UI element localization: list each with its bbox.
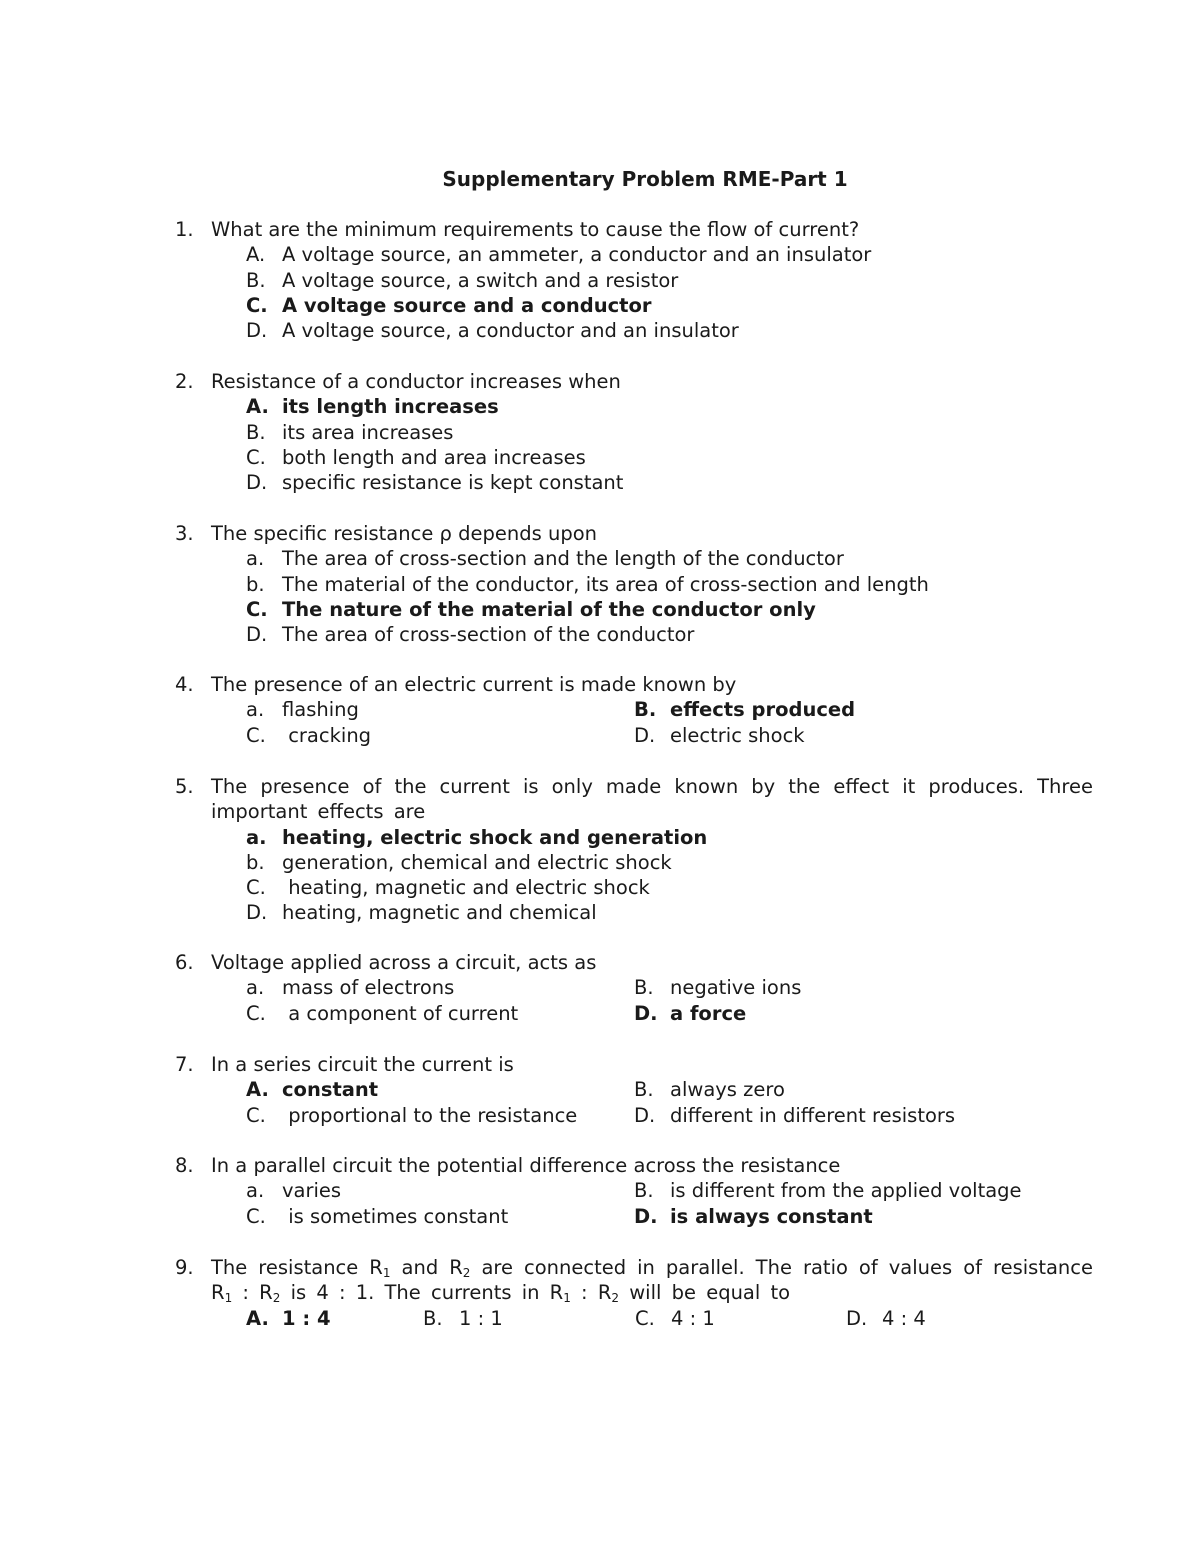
- option-b: [246, 420, 1093, 445]
- question-text: The presence of an electric current is made known by: [211, 673, 737, 696]
- option-text: 1 : 1: [459, 1306, 503, 1330]
- option-text: effects produced: [670, 698, 856, 722]
- question-number: 6.: [175, 951, 194, 974]
- text-segment: : R: [232, 1281, 273, 1305]
- option-letter: D.: [246, 471, 268, 495]
- subscript: 1: [224, 1291, 233, 1306]
- option-a-correct: [246, 825, 1093, 850]
- question-4: [175, 672, 1093, 748]
- question-2: [175, 369, 1093, 495]
- option-letter: C.: [246, 293, 268, 317]
- option-text: both length and area increases: [282, 445, 586, 469]
- option-text: specific resistance is kept constant: [282, 471, 624, 495]
- text-segment: will be equal to: [619, 1281, 791, 1305]
- option-letter: B.: [634, 976, 654, 1000]
- question-text: In a series circuit the current is: [211, 1053, 514, 1076]
- option-text: 1 : 4: [282, 1306, 331, 1330]
- option-b: [246, 572, 1093, 597]
- option-d: [846, 1306, 996, 1331]
- option-c: [246, 1103, 634, 1128]
- question-number: 5.: [175, 775, 194, 798]
- option-a: [246, 242, 1093, 267]
- question-number: 9.: [175, 1256, 194, 1279]
- option-text: flashing: [282, 698, 359, 722]
- option-c: [246, 445, 1093, 470]
- option-letter: B.: [634, 1078, 654, 1102]
- option-letter: D.: [246, 319, 268, 343]
- option-b: [634, 1077, 994, 1102]
- question-5: [175, 774, 1093, 926]
- option-letter: A.: [246, 1078, 269, 1102]
- option-text: is sometimes constant: [282, 1204, 509, 1228]
- question-text: In a parallel circuit the potential difference across the resistance: [211, 1154, 841, 1177]
- option-letter: a.: [246, 1179, 265, 1203]
- option-letter: a.: [246, 976, 265, 1000]
- option-text: A voltage source, an ammeter, a conductor and an insulator: [282, 243, 872, 267]
- option-b-correct: [634, 697, 994, 722]
- option-text: varies: [282, 1179, 342, 1203]
- question-number: 7.: [175, 1053, 194, 1076]
- option-letter: b.: [246, 572, 265, 596]
- option-text: different in different resistors: [670, 1103, 956, 1127]
- question-text: Voltage applied across a circuit, acts as: [211, 951, 597, 974]
- option-a-correct: [246, 394, 1093, 419]
- question-number: 2.: [175, 370, 194, 393]
- option-b: [634, 975, 994, 1000]
- page-title: Supplementary Problem RME-Part 1: [442, 167, 848, 191]
- option-d: [246, 470, 1093, 495]
- question-3: [175, 521, 1093, 647]
- question-7: [175, 1052, 1093, 1128]
- question-text: Resistance of a conductor increases when: [211, 370, 621, 393]
- option-letter: A.: [246, 395, 269, 419]
- text-segment: : R: [570, 1281, 612, 1305]
- option-text: its length increases: [282, 395, 499, 419]
- option-text: A voltage source and a conductor: [282, 293, 652, 317]
- subscript: 2: [462, 1266, 471, 1280]
- option-c: [246, 723, 634, 748]
- option-text: mass of electrons: [282, 976, 455, 1000]
- option-a: [246, 546, 1093, 571]
- question-number: 8.: [175, 1154, 194, 1177]
- option-text: generation, chemical and electric shock: [282, 850, 672, 874]
- option-text: The area of cross-section of the conductor: [282, 623, 695, 647]
- option-a-correct: [246, 1077, 634, 1102]
- option-letter: b.: [246, 850, 265, 874]
- option-a: [246, 1178, 634, 1203]
- option-text: electric shock: [670, 723, 805, 747]
- text-segment: The resistance R: [211, 1256, 383, 1279]
- option-d-correct: [634, 1001, 994, 1026]
- option-text: The nature of the material of the conductor only: [282, 597, 816, 621]
- option-letter: a.: [246, 698, 265, 722]
- option-d: [246, 622, 1093, 647]
- option-d: [634, 723, 994, 748]
- option-d-correct: [634, 1204, 994, 1229]
- option-text: cracking: [282, 723, 372, 747]
- option-a: [246, 975, 634, 1000]
- text-segment: and R: [390, 1256, 463, 1279]
- option-letter: D.: [634, 1001, 658, 1025]
- option-d: [634, 1103, 994, 1128]
- question-text: The specific resistance ρ depends upon: [211, 522, 597, 545]
- option-c-correct: [246, 293, 1093, 318]
- option-letter: B.: [246, 420, 266, 444]
- question-6: [175, 950, 1093, 1026]
- question-text: What are the minimum requirements to cause the flow of current?: [211, 218, 860, 241]
- option-text: The material of the conductor, its area of cross-section and length: [282, 572, 929, 596]
- option-text: proportional to the resistance: [282, 1103, 578, 1127]
- option-text: negative ions: [670, 976, 802, 1000]
- option-text: The area of cross-section and the length of the conductor: [282, 547, 844, 571]
- option-text: heating, electric shock and generation: [282, 825, 708, 849]
- option-c-correct: [246, 597, 1093, 622]
- option-letter: D.: [634, 1204, 658, 1228]
- question-number: 4.: [175, 673, 194, 696]
- question-text: [211, 1255, 1093, 1306]
- subscript: 1: [563, 1291, 571, 1306]
- option-text: 4 : 4: [882, 1306, 926, 1330]
- option-letter: C.: [635, 1306, 655, 1330]
- subscript: 1: [382, 1266, 391, 1280]
- question-number: 1.: [175, 218, 194, 241]
- option-text: 4 : 1: [671, 1306, 715, 1330]
- option-text: constant: [282, 1078, 379, 1102]
- option-letter: C.: [246, 1204, 266, 1228]
- option-text: its area increases: [282, 420, 454, 444]
- option-text: a component of current: [282, 1001, 519, 1025]
- subscript: 2: [272, 1291, 281, 1306]
- option-b: [423, 1306, 635, 1331]
- option-letter: B.: [634, 1179, 654, 1203]
- option-c: [635, 1306, 846, 1331]
- question-text: The presence of the current is only made known by the effect it produces. Three important effects are: [211, 775, 1093, 824]
- option-d: [246, 318, 1093, 343]
- option-a-correct: [246, 1306, 423, 1331]
- option-text: a force: [670, 1001, 747, 1025]
- option-text: A voltage source, a switch and a resistor: [282, 268, 679, 292]
- option-letter: a.: [246, 825, 267, 849]
- option-letter: D.: [846, 1306, 868, 1330]
- text-segment: are connected in parallel. The ratio of values of resistance R: [211, 1256, 1093, 1305]
- option-text: is different from the applied voltage: [670, 1179, 1022, 1203]
- option-text: is always constant: [670, 1204, 873, 1228]
- option-letter: C.: [246, 445, 266, 469]
- option-c: [246, 1204, 634, 1229]
- option-b: [246, 268, 1093, 293]
- option-c: [246, 1001, 634, 1026]
- option-letter: C.: [246, 876, 266, 900]
- option-letter: A.: [246, 243, 266, 267]
- option-letter: D.: [246, 623, 268, 647]
- option-text: heating, magnetic and electric shock: [282, 876, 650, 900]
- question-1: [175, 217, 1093, 343]
- option-letter: B.: [634, 698, 657, 722]
- option-letter: C.: [246, 1103, 266, 1127]
- option-text: heating, magnetic and chemical: [282, 901, 597, 925]
- text-segment: is 4 : 1. The currents in R: [280, 1281, 564, 1305]
- option-letter: C.: [246, 1001, 266, 1025]
- option-letter: B.: [246, 268, 266, 292]
- question-9: [175, 1255, 1093, 1331]
- question-8: [175, 1153, 1093, 1229]
- option-letter: a.: [246, 547, 265, 571]
- option-d: [246, 900, 1093, 925]
- option-letter: C.: [246, 597, 268, 621]
- option-letter: C.: [246, 723, 266, 747]
- option-c: [246, 875, 1093, 900]
- option-letter: A.: [246, 1306, 269, 1330]
- option-a: [246, 697, 634, 722]
- option-b: [634, 1178, 1022, 1203]
- subscript: 2: [611, 1291, 620, 1306]
- question-number: 3.: [175, 522, 194, 545]
- option-text: always zero: [670, 1078, 785, 1102]
- option-text: A voltage source, a conductor and an insulator: [282, 319, 739, 343]
- option-letter: D.: [634, 723, 656, 747]
- option-letter: D.: [634, 1103, 656, 1127]
- option-b: [246, 850, 1093, 875]
- option-letter: D.: [246, 901, 268, 925]
- option-letter: B.: [423, 1306, 443, 1330]
